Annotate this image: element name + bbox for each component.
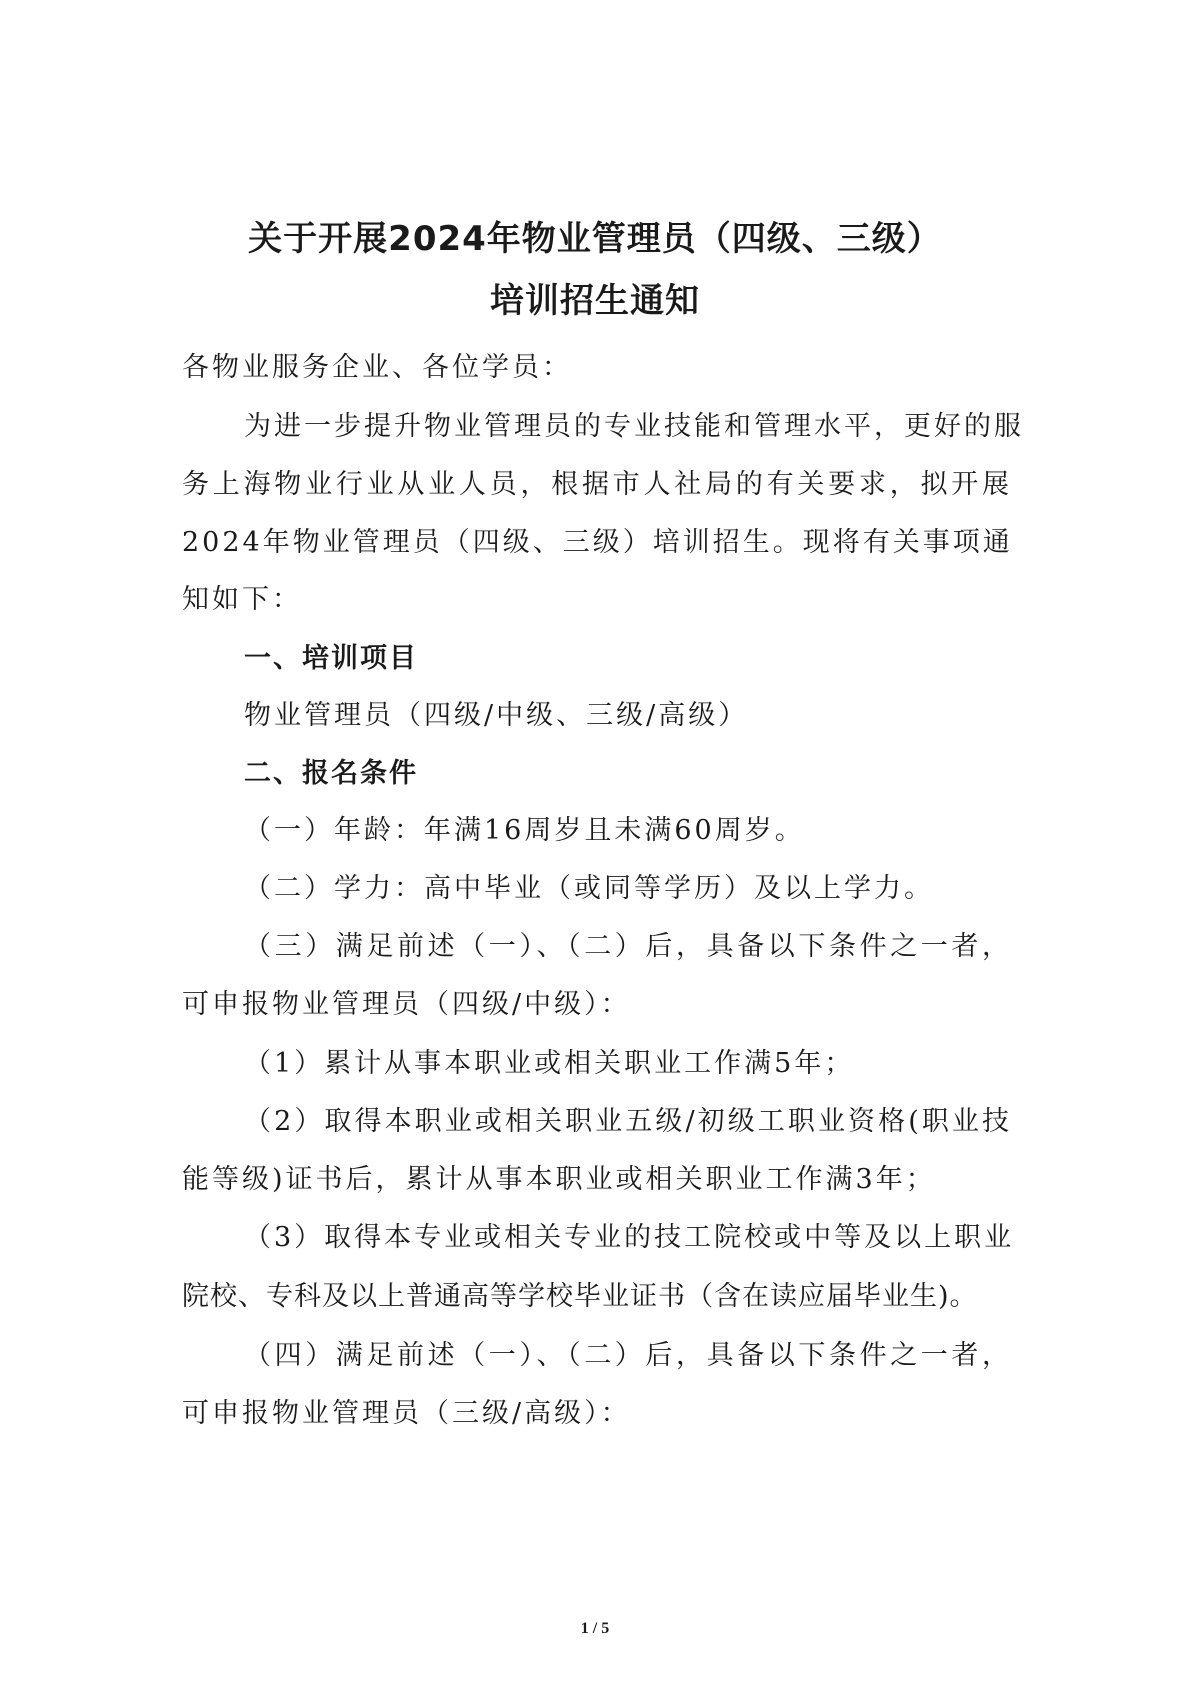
- level4-intro-line-2: 可申报物业管理员（四级/中级）：: [182, 989, 631, 1020]
- condition-1: （1）累计从事本职业或相关职业工作满5年；: [244, 1048, 855, 1079]
- document-title-line-1: 关于开展2024年物业管理员（四级、三级）: [248, 219, 942, 259]
- age-requirement: （一）年龄：年满16周岁且未满60周岁。: [244, 815, 805, 846]
- salutation: 各物业服务企业、各位学员：: [182, 352, 572, 383]
- condition-2-line-2: 能等级)证书后，累计从事本职业或相关职业工作满3年；: [182, 1164, 936, 1195]
- document-title-line-2: 培训招生通知: [490, 281, 700, 321]
- level3-intro-line-1: （四）满足前述（一）、（二）后，具备以下条件之一者，: [244, 1340, 1012, 1371]
- condition-2-line-1: （2）取得本职业或相关职业五级/初级工职业资格(职业技: [244, 1106, 1012, 1137]
- intro-line-4: 知如下：: [182, 584, 302, 615]
- education-requirement: （二）学力：高中毕业（或同等学历）及以上学力。: [244, 873, 934, 904]
- intro-line-1: 为进一步提升物业管理员的专业技能和管理水平，更好的服: [244, 411, 1024, 442]
- section-2-heading: 二、报名条件: [244, 758, 418, 789]
- level4-intro-line-1: （三）满足前述（一）、（二）后，具备以下条件之一者，: [244, 931, 1012, 962]
- section-1-heading: 一、培训项目: [244, 643, 418, 674]
- section-1-content: 物业管理员（四级/中级、三级/高级）: [244, 700, 749, 731]
- condition-3-line-1: （3）取得本专业或相关专业的技工院校或中等及以上职业: [244, 1222, 1015, 1253]
- intro-line-3: 2024年物业管理员（四级、三级）培训招生。现将有关事项通: [182, 527, 1013, 558]
- level3-intro-line-2: 可申报物业管理员（三级/高级）：: [182, 1398, 631, 1429]
- page-number: 1 / 5: [580, 1620, 610, 1637]
- condition-3-line-2: 院校、专科及以上普通高等学校毕业证书（含在读应届毕业生)。: [182, 1281, 978, 1312]
- intro-line-2: 务上海物业行业从业人员，根据市人社局的有关要求，拟开展: [182, 469, 1012, 500]
